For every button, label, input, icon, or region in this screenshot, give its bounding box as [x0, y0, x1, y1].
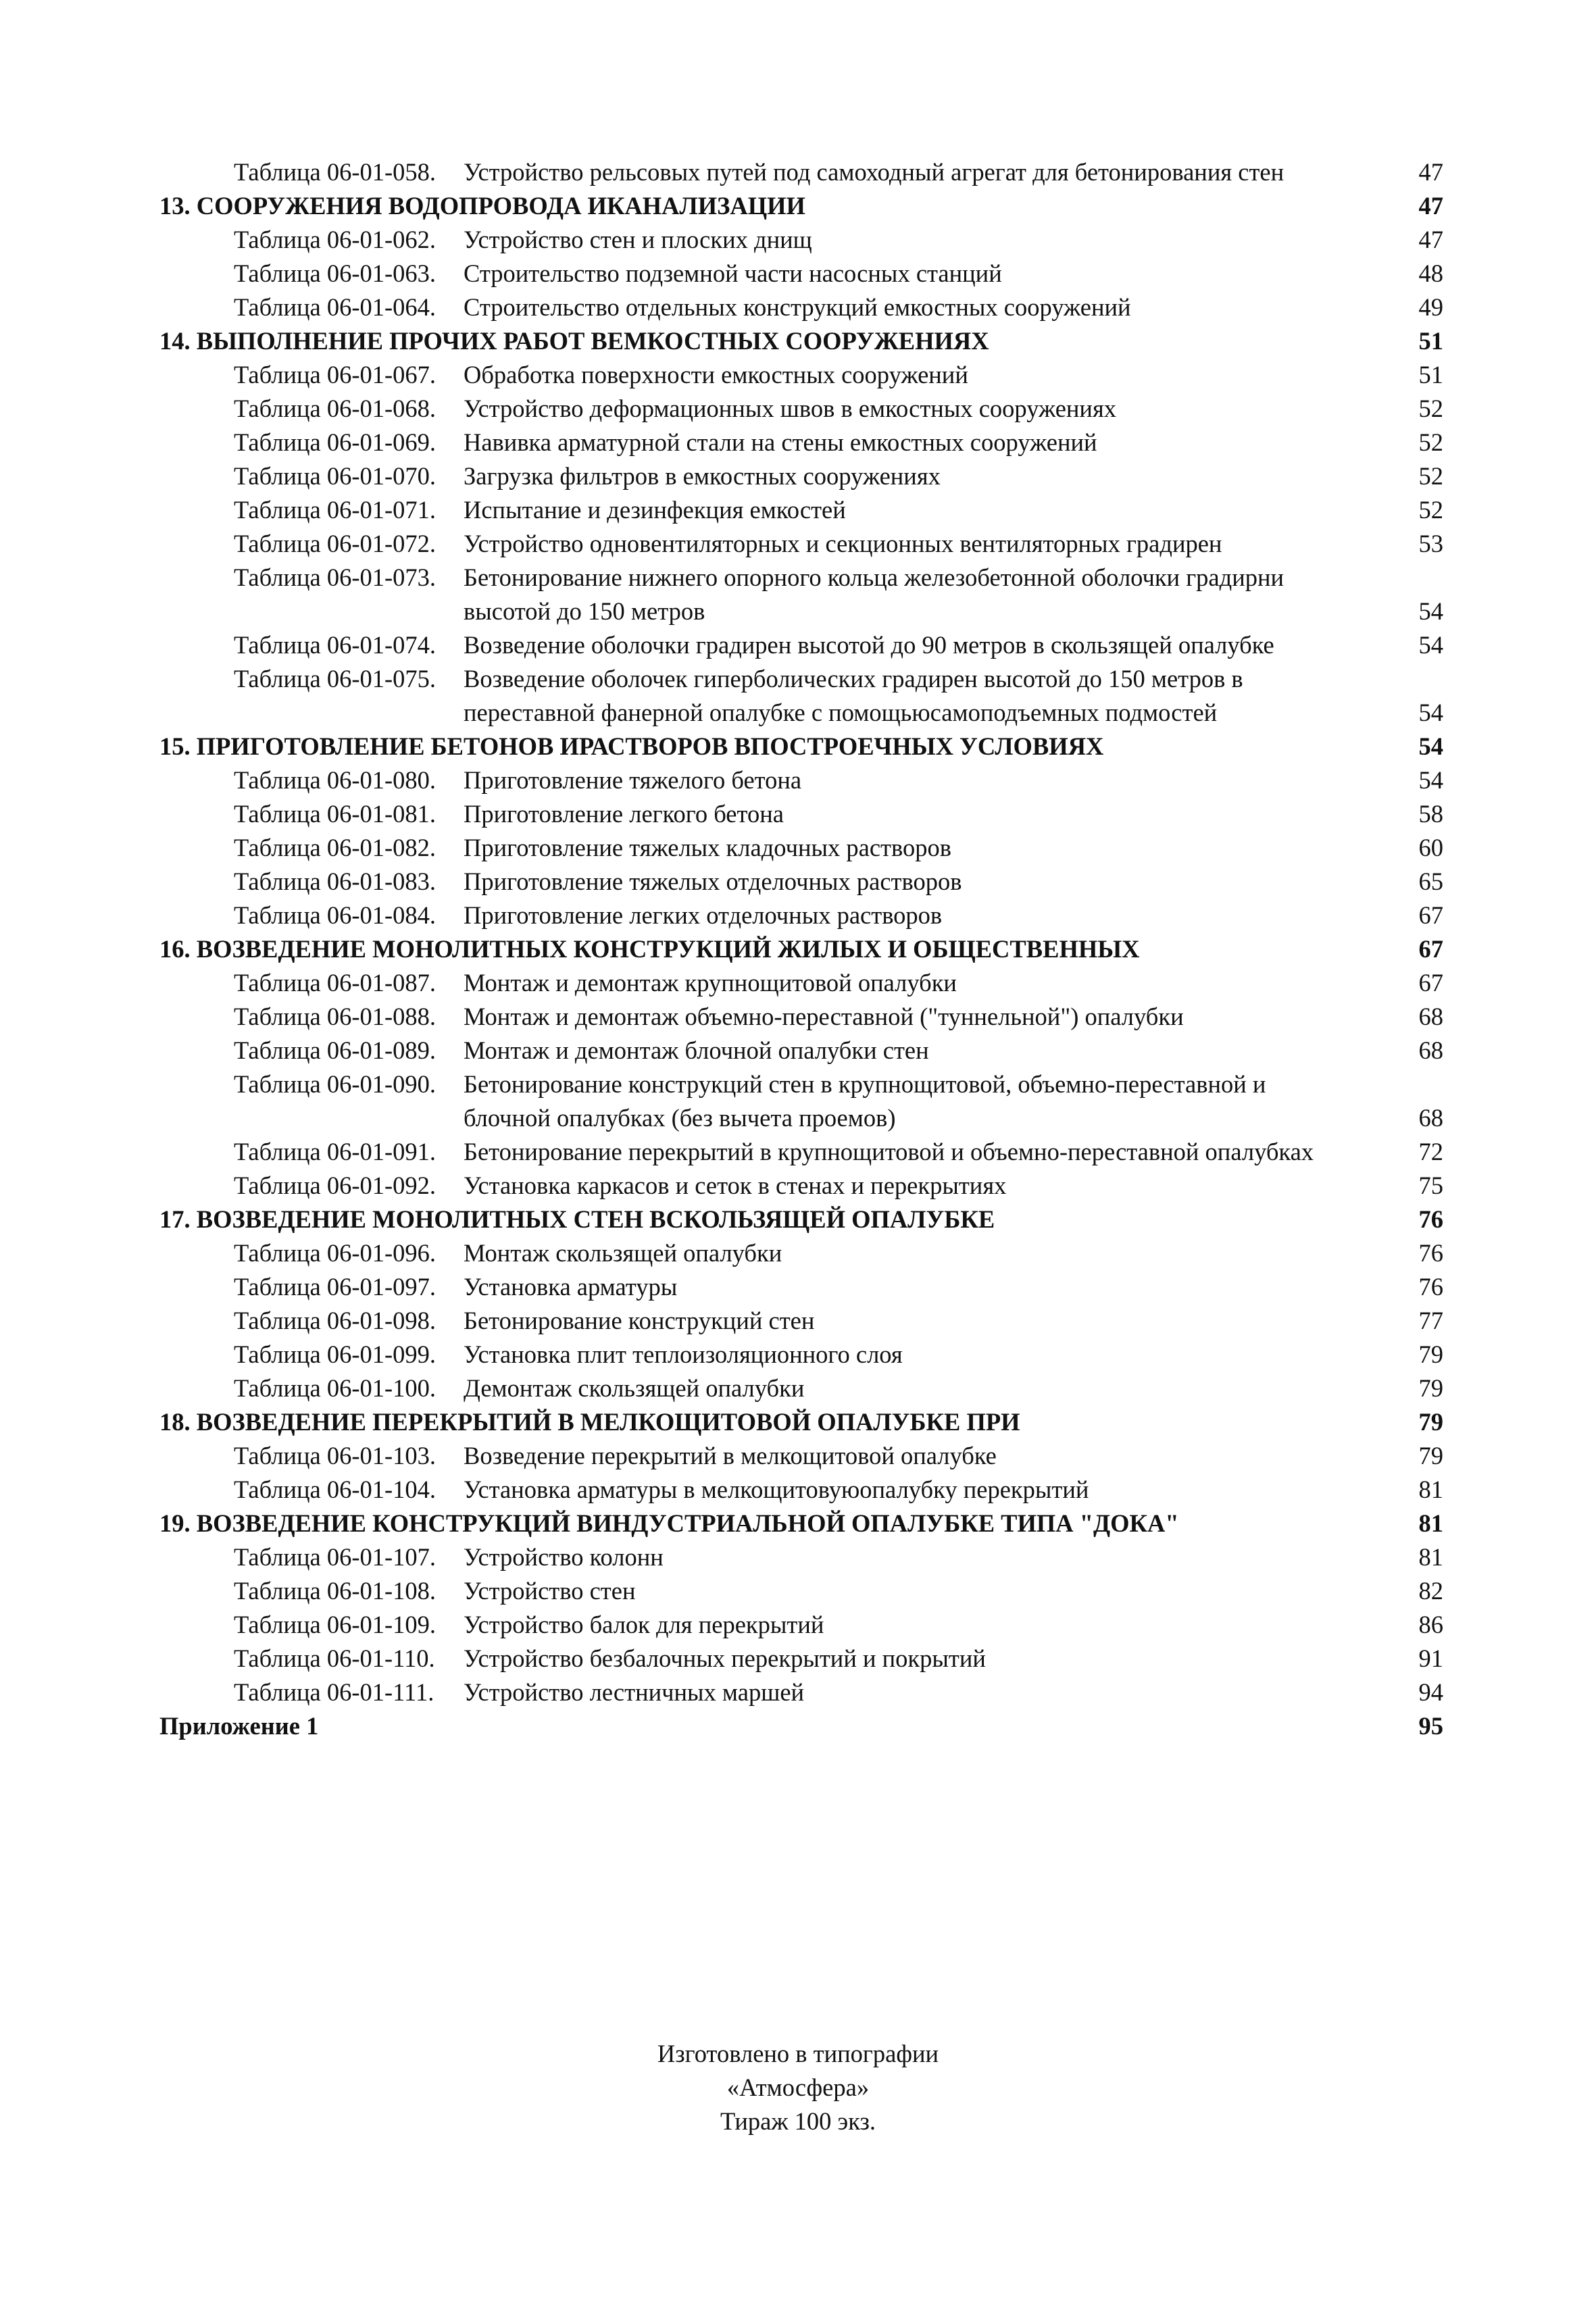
toc-section-title: 15. ПРИГОТОВЛЕНИЕ БЕТОНОВ ИРАСТВОРОВ ВПОСТРОЕЧНЫХ УСЛОВИЯХ: [159, 732, 1104, 760]
toc-entry-text: [159, 831, 1376, 865]
toc-entry-text: [159, 257, 1376, 291]
toc-entry-title: Устройство стен и плоских днищ: [464, 226, 812, 253]
toc-entry-title: Установка каркасов и сеток в стенах и перекрытиях: [464, 1172, 1007, 1199]
toc-page-number: 81: [1418, 1509, 1443, 1537]
toc-entry-text: [159, 1439, 1376, 1473]
toc-entry-row: [159, 459, 1443, 493]
imprint: [0, 2037, 1596, 2138]
toc-entry-row: [159, 1439, 1443, 1473]
toc-page-number: 79: [1418, 1408, 1443, 1436]
toc-entry-text: [159, 561, 1376, 628]
toc-page-number: 52: [1418, 496, 1443, 524]
toc-entry-text: [159, 1608, 1376, 1642]
toc-entry-code: Таблица 06-01-084.: [234, 901, 437, 929]
toc-entry-text: [159, 966, 1376, 1000]
toc-entry-code: Таблица 06-01-096.: [234, 1239, 437, 1267]
toc-entry-code: Таблица 06-01-092.: [234, 1172, 437, 1199]
toc-entry-row: [159, 1034, 1443, 1067]
toc-entry-code: Таблица 06-01-080.: [234, 766, 437, 794]
toc-entry-text: [159, 1169, 1376, 1203]
toc-entry-code: Таблица 06-01-111.: [234, 1678, 434, 1706]
toc-entry-row: [159, 1608, 1443, 1642]
toc-entry-row: [159, 1169, 1443, 1203]
toc-entry-code: Таблица 06-01-103.: [234, 1442, 437, 1469]
toc-page-number: 72: [1418, 1138, 1443, 1165]
toc-section-title: 13. СООРУЖЕНИЯ ВОДОПРОВОДА ИКАНАЛИЗАЦИИ: [159, 192, 805, 220]
toc-page-number: 68: [1418, 1036, 1443, 1064]
toc-entry-code: Таблица 06-01-110.: [234, 1644, 435, 1672]
toc-section-row: [159, 189, 1443, 223]
toc-entry-text: [159, 1000, 1376, 1034]
toc-entry-text: [159, 291, 1376, 324]
toc-entry-text: [159, 662, 1376, 730]
toc-entry-row: [159, 426, 1443, 459]
toc-entry-text: [159, 628, 1376, 662]
toc-entry-code: Таблица 06-01-064.: [234, 293, 437, 321]
toc-entry-text: [159, 155, 1376, 189]
toc-entry-row: [159, 1540, 1443, 1574]
toc-page-number: 47: [1418, 226, 1443, 253]
toc-page-number: 67: [1418, 901, 1443, 929]
toc-entry-title: Установка плит теплоизоляционного слоя: [464, 1340, 903, 1368]
toc-section-title: 19. ВОЗВЕДЕНИЕ КОНСТРУКЦИЙ ВИНДУСТРИАЛЬНОЙ ОПАЛУБКЕ ТИПА "ДОКА": [159, 1509, 1179, 1537]
toc-entry-text: [159, 763, 1376, 797]
toc-page-number: 75: [1418, 1172, 1443, 1199]
toc-page-number: 82: [1418, 1577, 1443, 1605]
toc-entry-title: Устройство колонн: [464, 1543, 664, 1571]
toc-page-number: 53: [1418, 530, 1443, 557]
toc-entry-code: Таблица 06-01-108.: [234, 1577, 437, 1605]
toc-entry-title: Приготовление тяжелых кладочных растворов: [464, 834, 951, 861]
toc-entry-row: [159, 763, 1443, 797]
toc-entry-title: Бетонирование перекрытий в крупнощитовой и объемно-переставной опалубках: [464, 1138, 1314, 1165]
toc-entry-title: Бетонирование конструкций стен: [464, 1307, 815, 1334]
toc-entry-row: [159, 1338, 1443, 1372]
toc-entry-code: Таблица 06-01-058.: [234, 158, 437, 186]
toc-entry-text: [159, 527, 1376, 561]
toc-page-number: 79: [1418, 1442, 1443, 1469]
toc-entry-title: Монтаж скользящей опалубки: [464, 1239, 782, 1267]
toc-entry-text: [159, 797, 1376, 831]
toc-entry-code: Таблица 06-01-097.: [234, 1273, 437, 1301]
toc-entry-code: Таблица 06-01-107.: [234, 1543, 437, 1571]
toc-entry-text: [159, 1067, 1376, 1135]
toc-entry-title: Загрузка фильтров в емкостных сооружениях: [464, 462, 941, 490]
toc-entry-row: [159, 1236, 1443, 1270]
toc-page-number: 95: [1418, 1712, 1443, 1740]
toc-entry-title: Возведение оболочек гиперболических градирен высотой до 150 метров в переставной фанерной опалубке с помощьюсамоподъемных подмостей: [464, 665, 1243, 726]
toc-entry-code: Таблица 06-01-068.: [234, 395, 437, 422]
toc-entry-text: [159, 1642, 1376, 1676]
toc-page-number: 47: [1418, 192, 1443, 220]
toc-entry-title: Устройство стен: [464, 1577, 636, 1605]
toc-entry-text: [159, 865, 1376, 899]
toc-entry-title: Устройство одновентиляторных и секционных вентиляторных градирен: [464, 530, 1222, 557]
toc-page-number: 54: [1418, 631, 1443, 659]
toc-entry-code: Таблица 06-01-071.: [234, 496, 437, 524]
toc-entry-code: Таблица 06-01-100.: [234, 1374, 437, 1402]
toc-entry-title: Установка арматуры: [464, 1273, 678, 1301]
toc-entry-row: [159, 561, 1443, 628]
toc-entry-code: Таблица 06-01-081.: [234, 800, 437, 828]
toc-entry-title: Установка арматуры в мелкощитовуюопалубку перекрытий: [464, 1476, 1089, 1503]
toc-entry-row: [159, 966, 1443, 1000]
toc-entry-code: Таблица 06-01-075.: [234, 665, 437, 693]
toc-section-row: [159, 324, 1443, 358]
toc-page-number: 79: [1418, 1340, 1443, 1368]
toc-page-number: 48: [1418, 259, 1443, 287]
toc-entry-text: [159, 1473, 1376, 1507]
toc-section-title: 17. ВОЗВЕДЕНИЕ МОНОЛИТНЫХ СТЕН ВСКОЛЬЗЯЩЕЙ ОПАЛУБКЕ: [159, 1205, 995, 1233]
toc-entry-title: Устройство балок для перекрытий: [464, 1611, 824, 1638]
toc-entry-code: Таблица 06-01-070.: [234, 462, 437, 490]
toc-page-number: 79: [1418, 1374, 1443, 1402]
toc-entry-row: [159, 1304, 1443, 1338]
toc-entry-title: Навивка арматурной стали на стены емкостных сооружений: [464, 428, 1097, 456]
toc-page-number: 47: [1418, 158, 1443, 186]
table-of-contents: [159, 155, 1443, 1743]
toc-entry-text: [159, 1304, 1376, 1338]
toc-entry-title: Устройство деформационных швов в емкостных сооружениях: [464, 395, 1117, 422]
toc-entry-row: [159, 223, 1443, 257]
toc-entry-code: Таблица 06-01-072.: [234, 530, 437, 557]
toc-page-number: 76: [1418, 1239, 1443, 1267]
toc-page-number: 51: [1418, 327, 1443, 355]
toc-entry-title: Строительство отдельных конструкций емкостных сооружений: [464, 293, 1131, 321]
toc-entry-row: [159, 1642, 1443, 1676]
toc-entry-code: Таблица 06-01-063.: [234, 259, 437, 287]
toc-entry-title: Устройство безбалочных перекрытий и покрытий: [464, 1644, 986, 1672]
toc-entry-text: [159, 1270, 1376, 1304]
toc-page-number: 76: [1418, 1273, 1443, 1301]
toc-entry-text: [159, 493, 1376, 527]
toc-entry-text: [159, 899, 1376, 932]
toc-entry-text: [159, 459, 1376, 493]
toc-section-row: [159, 1405, 1443, 1439]
toc-entry-row: [159, 797, 1443, 831]
toc-entry-title: Монтаж и демонтаж блочной опалубки стен: [464, 1036, 929, 1064]
toc-page-number: 67: [1418, 969, 1443, 997]
toc-page-number: 49: [1418, 293, 1443, 321]
toc-entry-row: [159, 1067, 1443, 1135]
toc-page-number: 94: [1418, 1678, 1443, 1706]
toc-entry-row: [159, 1372, 1443, 1405]
toc-entry-code: Таблица 06-01-090.: [234, 1070, 437, 1098]
toc-entry-row: [159, 1000, 1443, 1034]
toc-section-row: [159, 932, 1443, 966]
toc-page-number: 51: [1418, 361, 1443, 388]
imprint-printer-name: «Атмосфера»: [726, 2073, 870, 2101]
toc-appendix-row: [159, 1709, 1443, 1743]
toc-entry-row: [159, 1135, 1443, 1169]
toc-entry-title: Возведение перекрытий в мелкощитовой опалубке: [464, 1442, 997, 1469]
toc-entry-text: [159, 1540, 1376, 1574]
toc-entry-title: Монтаж и демонтаж объемно-переставной ("туннельной") опалубки: [464, 1003, 1184, 1030]
toc-section-title: 16. ВОЗВЕДЕНИЕ МОНОЛИТНЫХ КОНСТРУКЦИЙ ЖИЛЫХ И ОБЩЕСТВЕННЫХ: [159, 935, 1140, 963]
toc-entry-code: Таблица 06-01-069.: [234, 428, 437, 456]
toc-entry-title: Устройство лестничных маршей: [464, 1678, 805, 1706]
toc-entry-code: Таблица 06-01-067.: [234, 361, 437, 388]
toc-entry-row: [159, 899, 1443, 932]
toc-entry-row: [159, 1270, 1443, 1304]
toc-entry-text: [159, 223, 1376, 257]
toc-section-title: 18. ВОЗВЕДЕНИЕ ПЕРЕКРЫТИЙ В МЕЛКОЩИТОВОЙ ОПАЛУБКЕ ПРИ: [159, 1408, 1020, 1436]
toc-entry-text: [159, 1676, 1376, 1709]
toc-page-number: 77: [1418, 1307, 1443, 1334]
toc-entry-text: [159, 1236, 1376, 1270]
toc-entry-code: Таблица 06-01-088.: [234, 1003, 437, 1030]
toc-entry-row: [159, 527, 1443, 561]
toc-entry-title: Приготовление тяжелого бетона: [464, 766, 802, 794]
toc-entry-title: Приготовление тяжелых отделочных растворов: [464, 867, 962, 895]
toc-page-number: 91: [1418, 1644, 1443, 1672]
toc-entry-row: [159, 1473, 1443, 1507]
toc-page-number: 60: [1418, 834, 1443, 861]
toc-entry-row: [159, 392, 1443, 426]
toc-entry-row: [159, 865, 1443, 899]
toc-entry-text: [159, 1338, 1376, 1372]
toc-entry-title: Возведение оболочки градирен высотой до 90 метров в скользящей опалубке: [464, 631, 1274, 659]
toc-entry-row: [159, 257, 1443, 291]
toc-entry-text: [159, 1135, 1376, 1169]
toc-page-number: 52: [1418, 395, 1443, 422]
toc-entry-code: Таблица 06-01-091.: [234, 1138, 437, 1165]
toc-page-number: 54: [1418, 699, 1443, 726]
toc-page-number: 68: [1418, 1104, 1443, 1132]
toc-entry-row: [159, 291, 1443, 324]
toc-entry-code: Таблица 06-01-083.: [234, 867, 437, 895]
toc-entry-row: [159, 155, 1443, 189]
toc-entry-title: Обработка поверхности емкостных сооружений: [464, 361, 968, 388]
toc-entry-row: [159, 662, 1443, 730]
toc-page-number: 54: [1418, 732, 1443, 760]
toc-entry-code: Таблица 06-01-074.: [234, 631, 437, 659]
toc-entry-row: [159, 1676, 1443, 1709]
toc-entry-title: Бетонирование конструкций стен в крупнощитовой, объемно-переставной и блочной опалубках (без вычета проемов): [464, 1070, 1266, 1132]
toc-page-number: 81: [1418, 1476, 1443, 1503]
toc-page-number: 81: [1418, 1543, 1443, 1571]
imprint-printer-line: Изготовлено в типографии: [657, 2040, 939, 2067]
toc-entry-code: Таблица 06-01-099.: [234, 1340, 437, 1368]
toc-entry-text: [159, 1574, 1376, 1608]
toc-entry-text: [159, 1034, 1376, 1067]
toc-page-number: 52: [1418, 462, 1443, 490]
toc-page-number: 54: [1418, 597, 1443, 625]
toc-entry-code: Таблица 06-01-089.: [234, 1036, 437, 1064]
toc-entry-title: Устройство рельсовых путей под самоходный агрегат для бетонирования стен: [464, 158, 1285, 186]
toc-page-number: 67: [1418, 935, 1443, 963]
toc-entry-row: [159, 1574, 1443, 1608]
toc-section-title: 14. ВЫПОЛНЕНИЕ ПРОЧИХ РАБОТ ВЕМКОСТНЫХ СООРУЖЕНИЯХ: [159, 327, 989, 355]
toc-page-number: 65: [1418, 867, 1443, 895]
toc-section-row: [159, 730, 1443, 763]
toc-entry-row: [159, 493, 1443, 527]
toc-entry-title: Строительство подземной части насосных станций: [464, 259, 1002, 287]
toc-entry-code: Таблица 06-01-062.: [234, 226, 437, 253]
toc-entry-code: Таблица 06-01-098.: [234, 1307, 437, 1334]
toc-entry-code: Таблица 06-01-109.: [234, 1611, 437, 1638]
toc-entry-text: [159, 392, 1376, 426]
toc-page-number: 76: [1418, 1205, 1443, 1233]
toc-entry-title: Приготовление легкого бетона: [464, 800, 784, 828]
toc-section-row: [159, 1507, 1443, 1540]
toc-page-number: 68: [1418, 1003, 1443, 1030]
toc-section-row: [159, 1203, 1443, 1236]
toc-entry-row: [159, 831, 1443, 865]
toc-entry-code: Таблица 06-01-073.: [234, 563, 437, 591]
toc-page-number: 52: [1418, 428, 1443, 456]
toc-entry-code: Таблица 06-01-087.: [234, 969, 437, 997]
toc-entry-text: [159, 1372, 1376, 1405]
toc-entry-title: Демонтаж скользящей опалубки: [464, 1374, 805, 1402]
toc-entry-row: [159, 358, 1443, 392]
toc-entry-title: Испытание и дезинфекция емкостей: [464, 496, 846, 524]
imprint-print-run: Тираж 100 экз.: [720, 2107, 876, 2135]
toc-entry-code: Таблица 06-01-082.: [234, 834, 437, 861]
toc-entry-title: Приготовление легких отделочных растворов: [464, 901, 943, 929]
toc-entry-text: [159, 426, 1376, 459]
toc-entry-title: Монтаж и демонтаж крупнощитовой опалубки: [464, 969, 957, 997]
toc-appendix-title: Приложение 1: [159, 1712, 319, 1740]
toc-entry-text: [159, 358, 1376, 392]
toc-entry-code: Таблица 06-01-104.: [234, 1476, 437, 1503]
toc-page-number: 58: [1418, 800, 1443, 828]
toc-entry-row: [159, 628, 1443, 662]
toc-page-number: 54: [1418, 766, 1443, 794]
toc-page-number: 86: [1418, 1611, 1443, 1638]
toc-entry-title: Бетонирование нижнего опорного кольца железобетонной оболочки градирни высотой до 150 метров: [464, 563, 1285, 625]
